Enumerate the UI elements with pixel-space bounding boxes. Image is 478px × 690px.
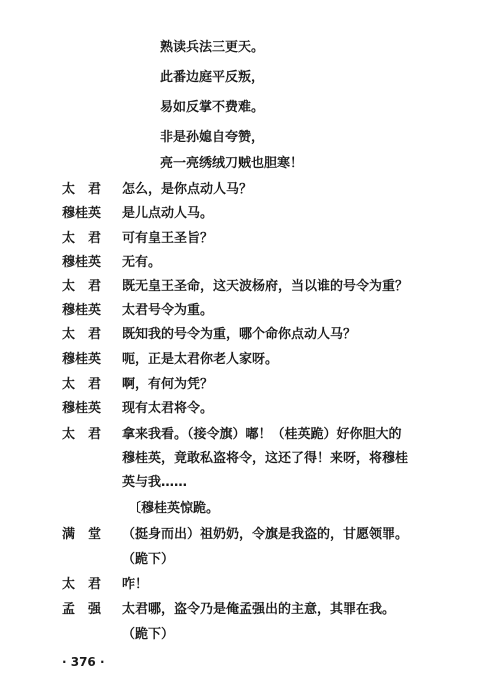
speaker-name: 太 君 [62, 577, 102, 592]
dialogue-line [0, 202, 478, 224]
dialogue-text: 无有。 [122, 255, 162, 270]
dialogue-line [0, 423, 478, 445]
verse-line: 此番边庭平反叛， [160, 70, 265, 85]
dialogue-line [0, 323, 478, 345]
dialogue-line [0, 348, 478, 370]
dialogue-line [0, 598, 478, 620]
dialogue-text: 太君哪，盗令乃是俺孟强出的主意，其罪在我。 [122, 602, 396, 617]
dialogue-line [0, 299, 478, 321]
verse-line: 非是孙媳自夸赞， [160, 130, 265, 145]
dialogue-text: 英与我…… [122, 475, 188, 490]
speaker-name: 穆桂英 [62, 255, 102, 270]
dialogue-line [0, 178, 478, 200]
dialogue-text: 拿来我看。（接令旗）嘟！（桂英跪）好你胆大的 [122, 427, 402, 442]
dialogue-line [0, 227, 478, 249]
dialogue-text: 现有太君将令。 [122, 401, 214, 416]
dialogue-line [0, 397, 478, 419]
stage-direction: 〔穆桂英惊跪。 [128, 501, 220, 516]
dialogue-text: 怎么，是你点动人马？ [122, 182, 253, 197]
speaker-name: 太 君 [62, 231, 102, 246]
dialogue-text: 穆桂英，竟敢私盗将令，这还了得！来呀，将穆桂 [122, 451, 409, 466]
dialogue-text: 呃，正是太君你老人家呀。 [122, 352, 279, 367]
speaker-name: 太 君 [62, 427, 102, 442]
dialogue-text: 是儿点动人马。 [122, 206, 214, 221]
verse-line: 熟读兵法三更天。 [160, 40, 265, 55]
verse-line: 亮一亮绣绒刀贼也胆寒！ [160, 156, 304, 171]
dialogue-text: 太君号令为重。 [122, 303, 214, 318]
dialogue-continuation [0, 447, 478, 469]
dialogue-text: 既无皇王圣命，这天波杨府，当以谁的号令为重？ [122, 279, 409, 294]
dialogue-continuation [0, 623, 478, 645]
speaker-name: 孟 强 [62, 602, 102, 617]
speaker-name: 穆桂英 [62, 401, 102, 416]
dialogue-text: 啊，有何为凭？ [122, 377, 214, 392]
dialogue-text: 可有皇王圣旨？ [122, 231, 214, 246]
dialogue-text: （跪下） [122, 552, 175, 567]
speaker-name: 太 君 [62, 377, 102, 392]
page-number: · 376 · [62, 655, 105, 669]
speaker-name: 太 君 [62, 279, 102, 294]
speaker-name: 穆桂英 [62, 352, 102, 367]
speaker-name: 太 君 [62, 182, 102, 197]
verse-line: 易如反掌不费难。 [160, 100, 265, 115]
speaker-name: 穆桂英 [62, 206, 102, 221]
dialogue-text: （跪下） [122, 627, 175, 642]
dialogue-text: 咋！ [122, 577, 149, 592]
dialogue-line [0, 373, 478, 395]
dialogue-line [0, 523, 478, 545]
speaker-name: 满 堂 [62, 527, 102, 542]
speaker-name: 太 君 [62, 327, 102, 342]
dialogue-text: （挺身而出）祖奶奶，令旗是我盗的，甘愿领罪。 [122, 527, 409, 542]
dialogue-line [0, 275, 478, 297]
speaker-name: 穆桂英 [62, 303, 102, 318]
dialogue-text: 既知我的号令为重，哪个命你点动人马？ [122, 327, 357, 342]
dialogue-line [0, 573, 478, 595]
dialogue-continuation [0, 471, 478, 493]
dialogue-line [0, 251, 478, 273]
dialogue-continuation [0, 548, 478, 570]
